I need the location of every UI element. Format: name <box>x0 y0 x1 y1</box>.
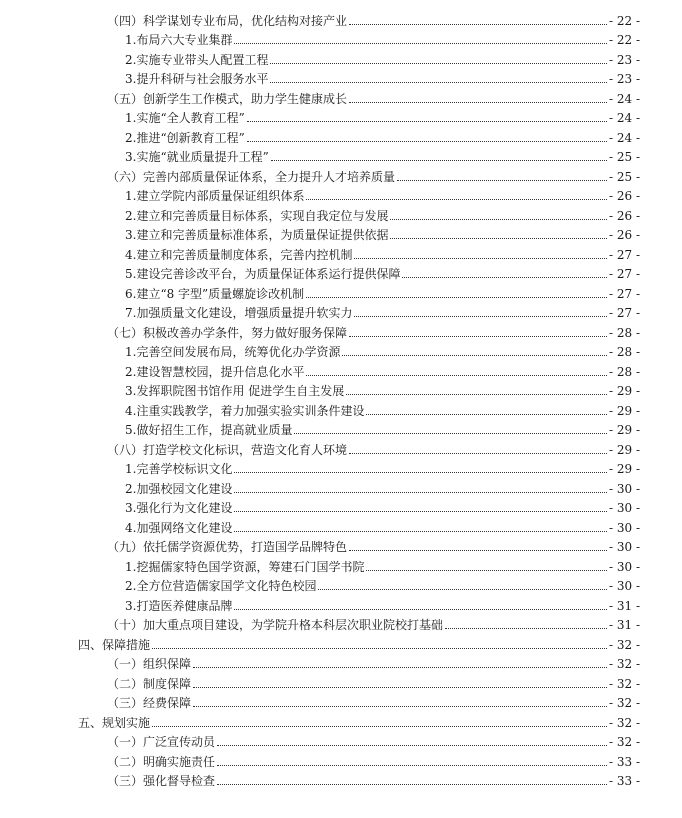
dot-leader <box>306 375 607 376</box>
toc-entry-page: - 24 - <box>608 130 640 145</box>
toc-entry-page: - 29 - <box>608 384 640 398</box>
toc-entry-title: 7.加强质量文化建设，增强质量提升软实力 <box>125 306 353 320</box>
dot-leader <box>234 472 607 473</box>
toc-entry-title: （七）积极改善办学条件，努力做好服务保障 <box>107 325 348 340</box>
toc-entry-title: 2.加强校园文化建设 <box>125 481 233 496</box>
toc-entry[interactable] <box>0 633 682 652</box>
toc-entry-page: - 26 - <box>608 189 640 203</box>
toc-entry-page: - 30 - <box>608 579 640 593</box>
toc-entry[interactable] <box>0 9 682 28</box>
toc-entry-page: - 27 - <box>608 286 640 301</box>
toc-entry-page: - 24 - <box>608 111 640 125</box>
toc-entry[interactable] <box>0 282 682 301</box>
toc-entry-title: 3.打造医养健康品牌 <box>125 598 233 613</box>
toc-entry-title: （二）制度保障 <box>107 676 192 691</box>
toc-entry-page: - 24 - <box>608 91 640 106</box>
toc-entry-title: （九）依托儒学资源优势，打造国学品牌特色 <box>107 540 348 554</box>
toc-entry-title: 5.建设完善诊改平台，为质量保证体系运行提供保障 <box>125 267 401 281</box>
toc-entry-title: （八）打造学校文化标识，营造文化育人环境 <box>107 442 348 457</box>
toc-entry-page: - 25 - <box>608 150 640 164</box>
toc-entry-page: - 31 - <box>608 618 640 632</box>
toc-entry-page: - 27 - <box>608 247 640 262</box>
dot-leader <box>193 706 607 707</box>
toc-entry-page: - 29 - <box>608 423 640 437</box>
toc-entry-page: - 29 - <box>608 462 640 476</box>
toc-entry-title: 四、保障措施 <box>78 637 151 652</box>
toc-entry-page: - 27 - <box>608 267 640 281</box>
dot-leader <box>247 141 607 142</box>
toc-entry[interactable] <box>0 301 682 320</box>
dot-leader <box>270 82 607 83</box>
toc-entry-page: - 22 - <box>608 33 640 47</box>
toc-entry-page: - 22 - <box>608 13 640 28</box>
toc-entry-page: - 26 - <box>608 228 640 242</box>
dot-leader <box>193 667 607 668</box>
toc-entry[interactable] <box>0 477 682 496</box>
dot-leader <box>390 238 607 239</box>
toc-entry-title: 4.建立和完善质量制度体系，完善内控机制 <box>125 247 353 262</box>
toc-entry-title: 2.推进“创新教育工程” <box>125 130 245 145</box>
toc-entry[interactable] <box>0 87 682 106</box>
toc-entry[interactable] <box>0 106 682 125</box>
toc-entry-title: （三）经费保障 <box>107 696 192 710</box>
toc-entry-page: - 33 - <box>608 774 640 788</box>
toc-entry-title: 1.挖掘儒家特色国学资源，筹建石门国学书院 <box>125 559 365 574</box>
toc-entry[interactable] <box>0 594 682 613</box>
toc-entry-title: 3.建立和完善质量标准体系，为质量保证提供依据 <box>125 228 389 242</box>
toc-entry[interactable] <box>0 516 682 535</box>
toc-entry[interactable] <box>0 340 682 359</box>
toc-entry[interactable] <box>0 496 682 515</box>
toc-entry[interactable] <box>0 184 682 203</box>
toc-entry-page: - 32 - <box>608 676 640 691</box>
dot-leader <box>217 784 607 785</box>
toc-entry-title: 3.实施“就业质量提升工程” <box>125 150 269 164</box>
toc-entry-page: - 27 - <box>608 306 640 320</box>
dot-leader <box>234 609 607 610</box>
toc-entry-page: - 30 - <box>608 481 640 496</box>
toc-entry-title: 6.建立“8 字型”质量螺旋诊改机制 <box>125 286 305 301</box>
toc-entry[interactable] <box>0 750 682 769</box>
dot-leader <box>354 316 607 317</box>
toc-entry-title: （六）完善内部质量保证体系，全力提升人才培养质量 <box>107 169 396 184</box>
toc-entry[interactable] <box>0 711 682 730</box>
dot-leader <box>349 24 607 25</box>
dot-leader <box>152 648 607 649</box>
toc-entry-page: - 23 - <box>608 52 640 67</box>
toc-entry-title: 4.加强网络文化建设 <box>125 520 233 535</box>
toc-entry-page: - 23 - <box>608 72 640 86</box>
toc-entry[interactable] <box>0 399 682 418</box>
dot-leader <box>271 160 607 161</box>
toc-entry[interactable] <box>0 613 682 632</box>
toc-entry-page: - 30 - <box>608 540 640 554</box>
toc-entry-title: 1.实施“全人教育工程” <box>125 111 245 125</box>
toc-entry[interactable] <box>0 652 682 671</box>
toc-entry[interactable] <box>0 48 682 67</box>
toc-entry-page: - 32 - <box>608 637 640 652</box>
toc-entry-title: 2.建设智慧校园，提升信息化水平 <box>125 364 305 379</box>
toc-entry-title: 2.建立和完善质量目标体系，实现自我定位与发展 <box>125 208 389 223</box>
toc-entry-page: - 26 - <box>608 208 640 223</box>
dot-leader <box>306 199 607 200</box>
toc-entry-page: - 32 - <box>608 715 640 730</box>
toc-entry[interactable] <box>0 360 682 379</box>
toc-entry-title: （四）科学谋划专业布局，优化结构对接产业 <box>107 13 348 28</box>
toc-entry-page: - 30 - <box>608 520 640 535</box>
dot-leader <box>234 511 607 512</box>
toc-entry-title: 1.布局六大专业集群 <box>125 33 233 47</box>
toc-entry[interactable] <box>0 165 682 184</box>
toc-entry-title: 4.注重实践教学，着力加强实验实训条件建设 <box>125 403 365 418</box>
toc-entry[interactable] <box>0 379 682 398</box>
toc-entry-title: （五）创新学生工作模式，助力学生健康成长 <box>107 91 348 106</box>
toc-entry-page: - 32 - <box>608 735 640 749</box>
dot-leader <box>234 43 607 44</box>
toc-entry[interactable] <box>0 204 682 223</box>
toc-entry-title: 1.建立学院内部质量保证组织体系 <box>125 189 305 203</box>
toc-entry-page: - 30 - <box>608 501 640 515</box>
dot-leader <box>445 628 607 629</box>
toc-entry-title: 五、规划实施 <box>78 715 151 730</box>
dot-leader <box>354 258 607 259</box>
dot-leader <box>346 394 607 395</box>
dot-leader <box>270 63 607 64</box>
toc-entry-title: （二）明确实施责任 <box>107 754 216 769</box>
toc-entry[interactable] <box>0 243 682 262</box>
toc-entry-title: 1.完善学校标识文化 <box>125 462 233 476</box>
dot-leader <box>349 453 607 454</box>
toc-entry-title: 1.完善空间发展布局，统筹优化办学资源 <box>125 345 341 359</box>
dot-leader <box>193 687 607 688</box>
toc-entry[interactable] <box>0 418 682 437</box>
dot-leader <box>342 355 607 356</box>
toc-entry-title: 3.发挥职院图书馆作用 促进学生自主发展 <box>125 384 345 398</box>
toc-entry-page: - 32 - <box>608 696 640 710</box>
toc-entry-title: 2.全方位营造儒家国学文化特色校园 <box>125 579 317 593</box>
dot-leader <box>402 277 607 278</box>
dot-leader <box>217 765 607 766</box>
toc-entry-page: - 25 - <box>608 169 640 184</box>
toc-entry-title: （十）加大重点项目建设，为学院升格本科层次职业院校打基础 <box>107 618 444 632</box>
toc-entry-page: - 33 - <box>608 754 640 769</box>
dot-leader <box>152 726 607 727</box>
toc-entry-title: （一）组织保障 <box>107 657 192 671</box>
toc-entry[interactable] <box>0 457 682 476</box>
dot-leader <box>397 180 607 181</box>
dot-leader <box>366 414 607 415</box>
dot-leader <box>349 336 607 337</box>
toc-entry-page: - 29 - <box>608 442 640 457</box>
toc-entry[interactable] <box>0 438 682 457</box>
toc-entry[interactable] <box>0 574 682 593</box>
toc-entry-page: - 28 - <box>608 325 640 340</box>
toc-entry-page: - 29 - <box>608 403 640 418</box>
dot-leader <box>318 589 607 590</box>
toc-entry-title: 2.实施专业带头人配置工程 <box>125 52 269 67</box>
toc-entry[interactable] <box>0 321 682 340</box>
toc-entry[interactable] <box>0 223 682 242</box>
toc-entry[interactable] <box>0 28 682 47</box>
dot-leader <box>349 102 607 103</box>
toc-entry[interactable] <box>0 555 682 574</box>
toc-entry[interactable] <box>0 262 682 281</box>
toc-entry[interactable] <box>0 535 682 554</box>
toc-entry-page: - 32 - <box>608 657 640 671</box>
dot-leader <box>234 492 607 493</box>
dot-leader <box>294 433 607 434</box>
toc-entry[interactable] <box>0 145 682 164</box>
toc-entry[interactable] <box>0 730 682 749</box>
toc-entry[interactable] <box>0 126 682 145</box>
toc-entry[interactable] <box>0 769 682 788</box>
toc-entry-title: 3.强化行为文化建设 <box>125 501 233 515</box>
toc-entry-title: （三）强化督导检查 <box>107 774 216 788</box>
toc-entry-page: - 28 - <box>608 345 640 359</box>
toc-entry[interactable] <box>0 672 682 691</box>
dot-leader <box>306 297 607 298</box>
toc-entry-page: - 30 - <box>608 559 640 574</box>
toc-entry-title: 3.提升科研与社会服务水平 <box>125 72 269 86</box>
toc-entry-page: - 31 - <box>608 598 640 613</box>
toc-entry-title: （一）广泛宣传动员 <box>107 735 216 749</box>
toc-entry[interactable] <box>0 691 682 710</box>
dot-leader <box>234 531 607 532</box>
dot-leader <box>217 745 607 746</box>
toc-entry[interactable] <box>0 67 682 86</box>
toc-entry-page: - 28 - <box>608 364 640 379</box>
dot-leader <box>390 219 607 220</box>
toc-entry-title: 5.做好招生工作，提高就业质量 <box>125 423 293 437</box>
dot-leader <box>247 121 607 122</box>
dot-leader <box>366 570 607 571</box>
dot-leader <box>349 550 607 551</box>
